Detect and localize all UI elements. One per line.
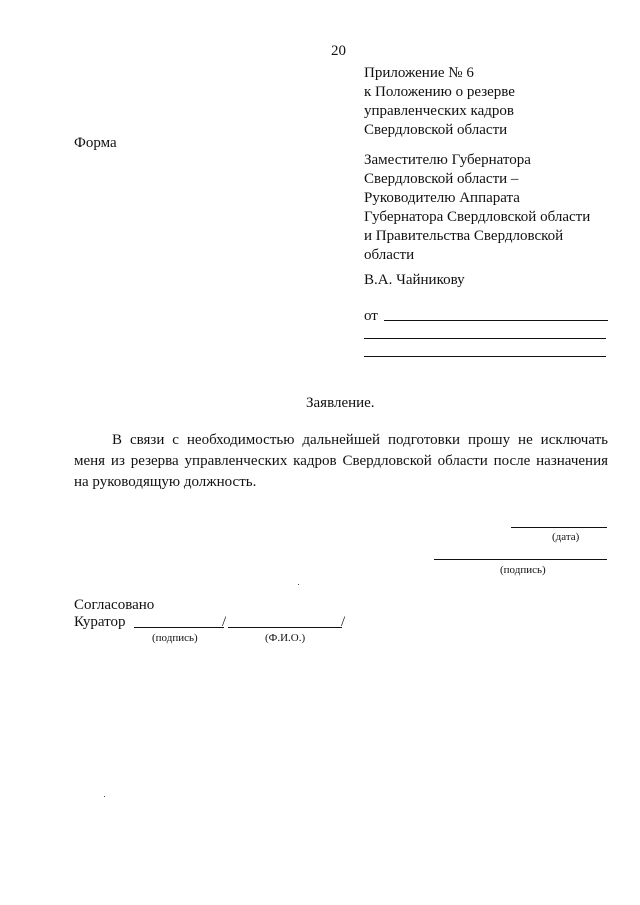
signature-line[interactable] [434, 559, 607, 560]
addressee-name: В.А. Чайникову [364, 272, 465, 288]
curator-signature-caption: (подпись) [152, 632, 198, 644]
addressee-line-5: и Правительства Свердловской [364, 228, 564, 244]
appendix-line-4: Свердловской области [364, 122, 508, 138]
appendix-line-2: к Положению о резерве [364, 84, 515, 100]
curator-name-caption: (Ф.И.О.) [265, 632, 306, 644]
from-line-1[interactable] [384, 320, 608, 321]
curator-separator-1: / [222, 614, 227, 630]
from-label: от [364, 308, 378, 324]
curator-signature-line[interactable] [134, 627, 224, 628]
document-title: Заявление. [306, 395, 375, 411]
stray-dot-1 [298, 584, 299, 585]
stray-dot-2 [104, 796, 105, 797]
addressee-line-2: Свердловской области – [364, 171, 519, 187]
appendix-line-1: Приложение № 6 [364, 65, 474, 81]
addressee-block [364, 151, 590, 265]
form-label: Форма [74, 135, 117, 151]
statement-content: В связи с необходимостью дальнейшей подготовки прошу не исключать меня из резерва управленческих кадров Свердловской области после назначения на руководящую должность. [74, 432, 608, 490]
from-line-2[interactable] [364, 338, 606, 339]
curator-name-line[interactable] [228, 627, 342, 628]
curator-label: Куратор [74, 614, 126, 630]
appendix-line-3: управленческих кадров [364, 103, 514, 119]
statement-text [74, 430, 608, 493]
appendix-block [364, 64, 515, 140]
date-line[interactable] [511, 527, 607, 528]
curator-separator-2: / [341, 614, 346, 630]
addressee-line-4: Губернатора Свердловской области [364, 209, 591, 225]
signature-caption: (подпись) [500, 564, 546, 576]
addressee-line-1: Заместителю Губернатора [364, 152, 531, 168]
approval-label: Согласовано [74, 597, 155, 613]
from-line-3[interactable] [364, 356, 606, 357]
addressee-line-6: области [364, 247, 415, 263]
date-caption: (дата) [552, 531, 580, 543]
page-number: 20 [331, 43, 346, 59]
addressee-line-3: Руководителю Аппарата [364, 190, 520, 206]
